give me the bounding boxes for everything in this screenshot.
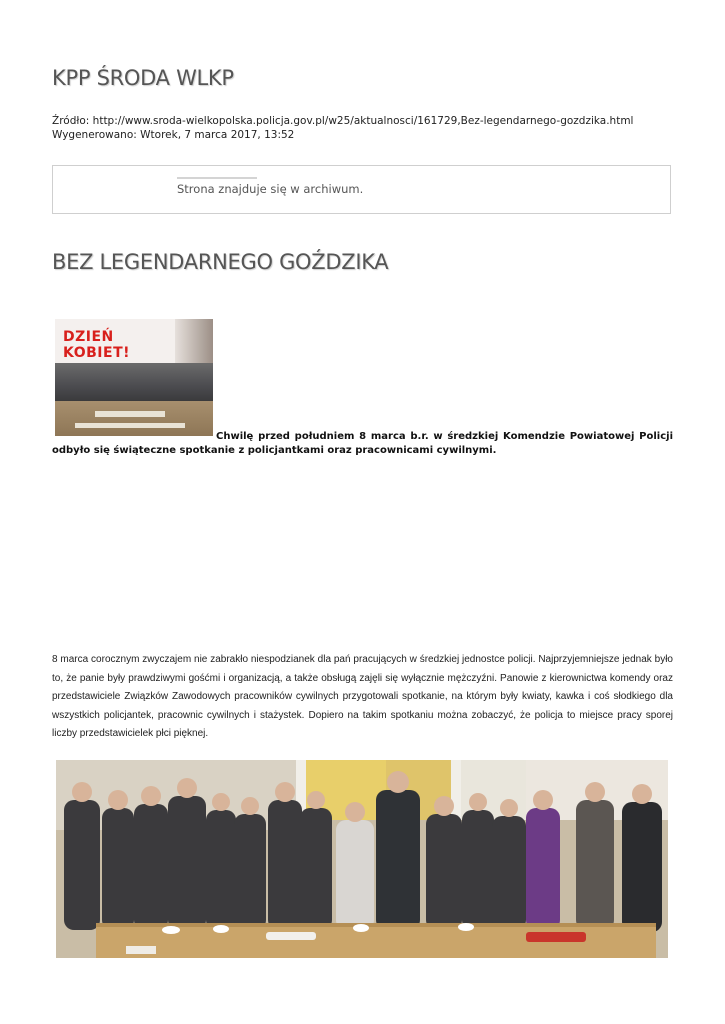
archive-divider: [177, 177, 257, 179]
article-lead-text: Chwilę przed południem 8 marca b.r. w średzkiej Komendzie Powiatowej Policji odbyło się świąteczne spotkanie z policjantkami oraz pracownicami cywilnymi.: [52, 431, 673, 456]
source-line: [52, 114, 633, 128]
thumbnail-banner-text: DZIEŃ KOBIET!: [63, 329, 130, 361]
thumbnail-banner-shade: [175, 319, 213, 363]
document-meta: [52, 114, 633, 142]
thumbnail-people: [55, 363, 213, 401]
generated-value: Wtorek, 7 marca 2017, 13:52: [140, 129, 295, 141]
source-label: Źródło:: [52, 115, 90, 127]
article-lead: [52, 430, 673, 458]
group-photo-image: [56, 760, 668, 958]
article-thumbnail-image: [55, 319, 213, 436]
archive-notice-box: [52, 165, 671, 214]
article-title: BEZ LEGENDARNEGO GOŹDZIKA: [52, 250, 389, 274]
site-title: KPP ŚRODA WLKP: [52, 66, 234, 90]
generated-label: Wygenerowano:: [52, 129, 137, 141]
source-url[interactable]: http://www.sroda-wielkopolska.policja.gov.pl/w25/aktualnosci/161729,Bez-legendarnego-gozdzika.html: [92, 115, 634, 127]
thumbnail-banner: [55, 319, 175, 363]
article-body: 8 marca corocznym zwyczajem nie zabrakło niespodzianek dla pań pracujących w średzkiej jednostce policji. Najprzyjemniejsze jednak było to, że panie były prawdziwymi gośćmi i organizacją, a także obsługą zajęli się wyłącznie mężczyźni. Panowie z kierownictwa komendy oraz przedstawiciele Związków Zawodowych pracowników cywilnych przygotowali spotkanie, na którym były kwiaty, kawka i coś słodkiego dla wszystkich policjantek, pracownic cywilnych i stażystek. Dopiero na takim spotkaniu można zobaczyć, że policja to miejsce pracy sporej liczby przedstawicielek płci pięknej.: [52, 654, 673, 739]
generated-line: [52, 128, 633, 142]
archive-notice: Strona znajduje się w archiwum.: [177, 182, 364, 196]
